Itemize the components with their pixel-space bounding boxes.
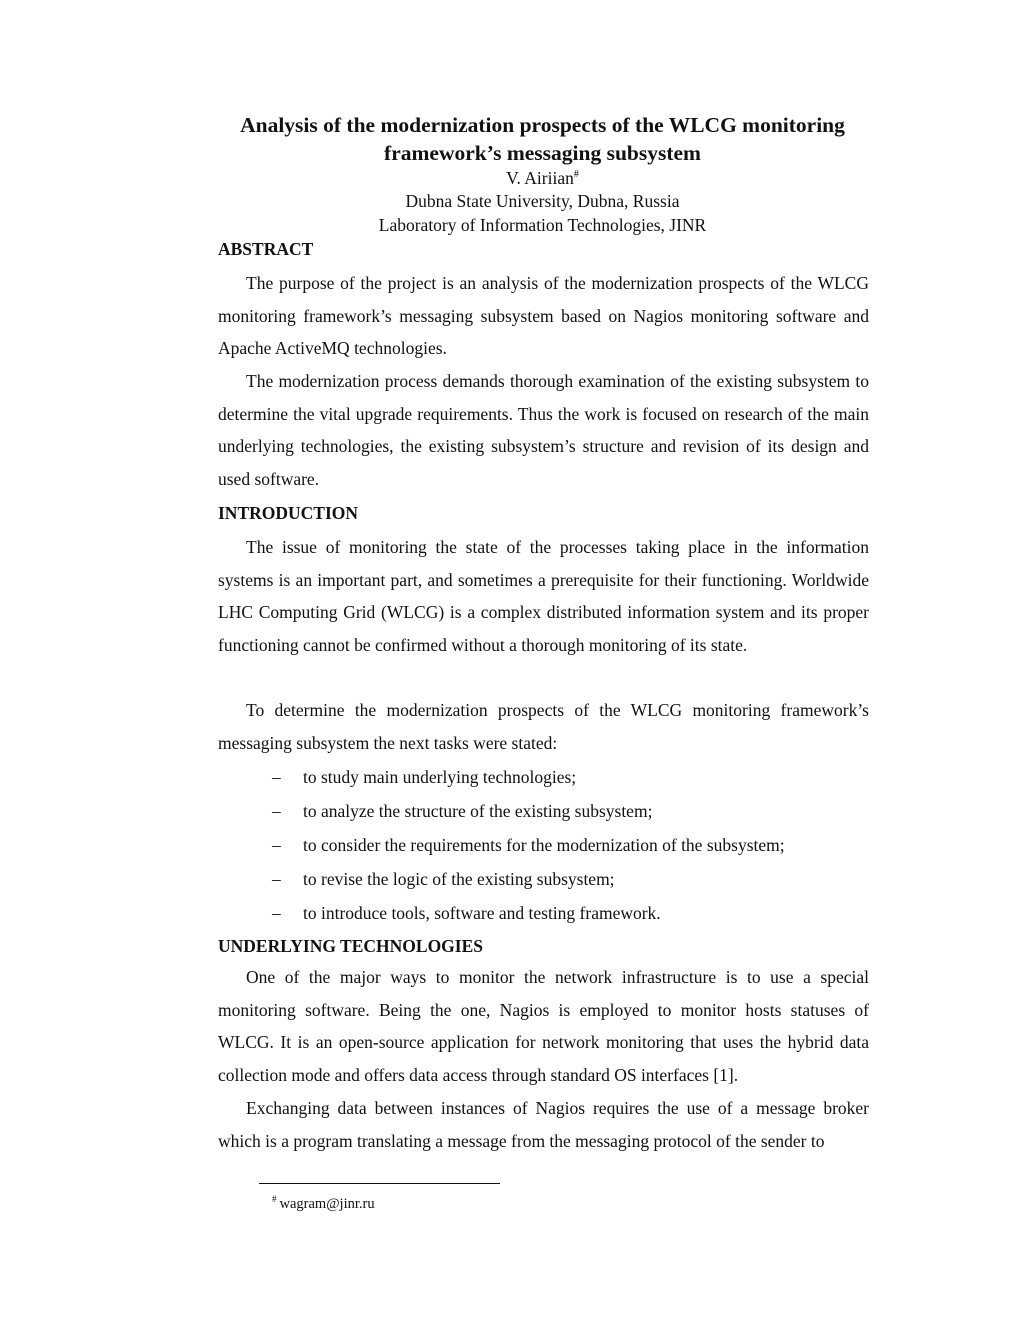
introduction-heading: INTRODUCTION — [218, 503, 359, 523]
list-item — [272, 828, 785, 862]
author-footnote-mark: # — [573, 169, 579, 181]
task-text: to revise the logic of the existing subsystem; — [303, 869, 615, 889]
abstract-paragraph-1: The purpose of the project is an analysis of the modernization prospects of the WLCG monitoring framework’s messaging subsystem based on Nagios monitoring software and Apache ActiveMQ technologies. — [218, 273, 869, 359]
underlying-paragraph-1: One of the major ways to monitor the network infrastructure is to use a special monitoring software. Being the one, Nagios is employed to monitor hosts statuses of WLCG. It is an open-source application for network monitoring that uses the hybrid data collection mode and offers data access through standard OS interfaces [1]. — [218, 967, 869, 1085]
title-line-2: framework’s messaging subsystem — [384, 141, 701, 165]
dash-bullet: – — [272, 869, 281, 889]
list-item — [272, 862, 785, 896]
introduction-paragraph-1: The issue of monitoring the state of the processes taking place in the information systems is an important part, and sometimes a prerequisite for their functioning. Worldwide LHC Computing Grid (WLCG) is a complex distributed information system and its proper functioning cannot be confirmed without a thorough monitoring of its state. — [218, 537, 869, 655]
paper-title — [150, 111, 935, 167]
list-item — [272, 896, 785, 930]
footnote-email: wagram@jinr.ru — [279, 1196, 375, 1212]
author-name: V. Airiian — [506, 168, 574, 188]
abstract-paragraph-2: The modernization process demands thorough examination of the existing subsystem to determine the vital upgrade requirements. Thus the work is focused on research of the main underlying technologies, the existing subsystem’s structure and revision of its design and used software. — [218, 371, 869, 489]
abstract-heading: ABSTRACT — [218, 239, 314, 259]
affiliation-university: Dubna State University, Dubna, Russia — [405, 191, 680, 211]
footnote — [272, 1194, 375, 1214]
list-item — [272, 760, 785, 794]
author-line — [150, 166, 935, 190]
introduction-paragraph-2: To determine the modernization prospects of the WLCG monitoring framework’s messaging subsystem the next tasks were stated: — [218, 700, 869, 753]
task-text: to consider the requirements for the modernization of the subsystem; — [303, 835, 785, 855]
title-line-1: Analysis of the modernization prospects of the WLCG monitoring — [240, 113, 845, 137]
footnote-divider — [259, 1183, 500, 1184]
footnote-mark: # — [272, 1194, 277, 1205]
dash-bullet: – — [272, 801, 281, 821]
list-item — [272, 794, 785, 828]
task-list — [272, 760, 785, 930]
dash-bullet: – — [272, 767, 281, 787]
task-text: to introduce tools, software and testing framework. — [303, 903, 661, 923]
task-text: to analyze the structure of the existing subsystem; — [303, 801, 653, 821]
underlying-technologies-heading: UNDERLYING TECHNOLOGIES — [218, 936, 484, 956]
affiliation-laboratory: Laboratory of Information Technologies, JINR — [378, 215, 707, 235]
underlying-paragraph-2: Exchanging data between instances of Nagios requires the use of a message broker which is a program translating a message from the messaging protocol of the sender to — [218, 1098, 869, 1151]
dash-bullet: – — [272, 903, 281, 923]
task-text: to study main underlying technologies; — [303, 767, 577, 787]
dash-bullet: – — [272, 835, 281, 855]
